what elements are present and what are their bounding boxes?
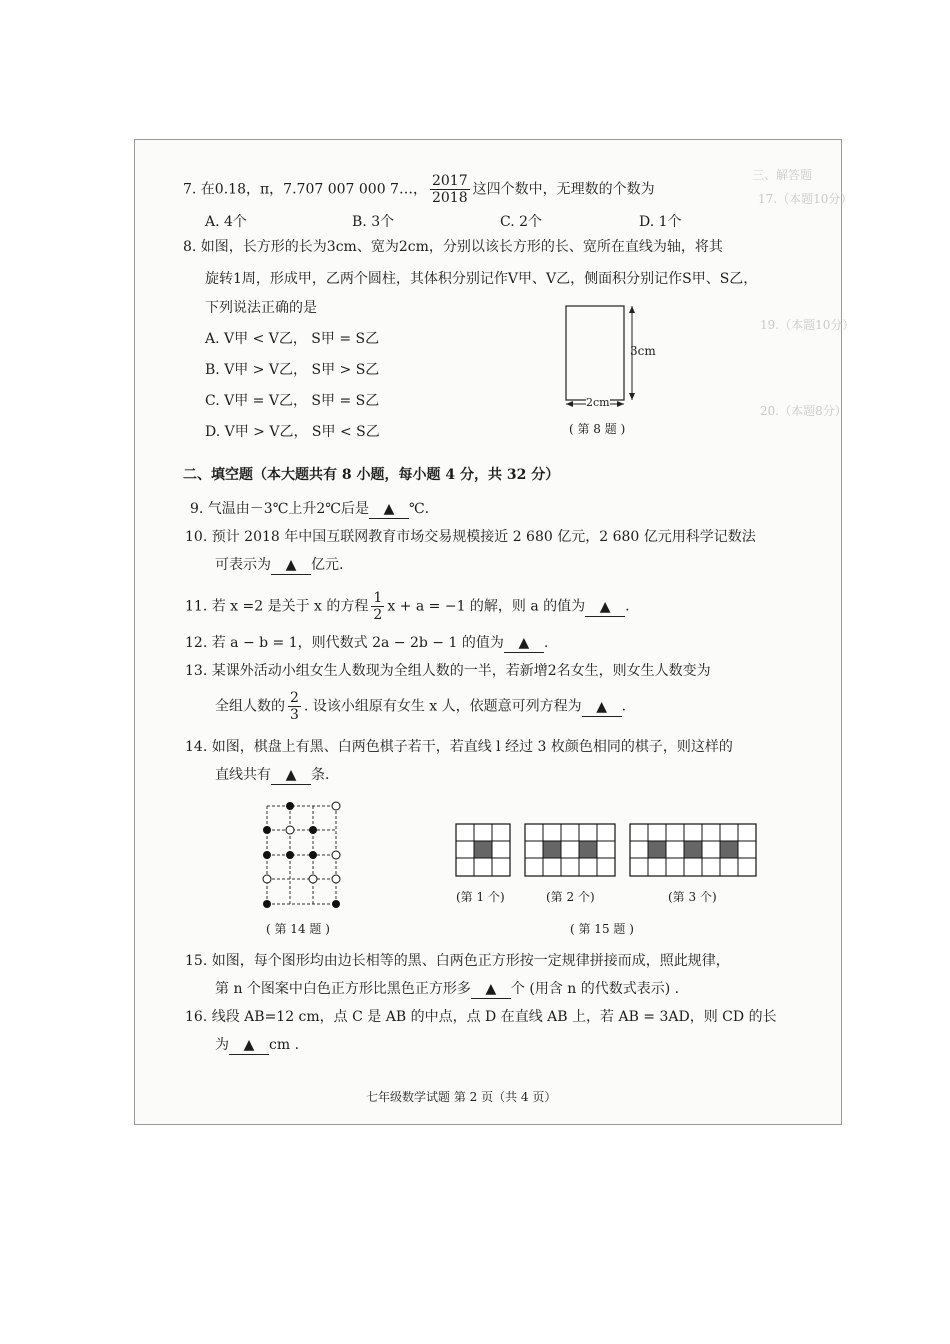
- q8-option-b: B. V甲 > V乙， S甲 > S乙: [205, 362, 380, 378]
- q8-length-label: 3cm: [630, 344, 656, 358]
- bleed-through-text: 17.（本题10分）: [758, 192, 853, 206]
- q15-line-2: 第 n 个图案中白色正方形比黑色正方形多 ▲ 个 (用含 n 的代数式表示) .: [215, 981, 680, 997]
- bleed-through-text: 19.（本题10分）: [760, 318, 855, 332]
- q8-line-3: 下列说法正确的是: [205, 300, 317, 316]
- q15-label-3: (第 3 个): [668, 890, 717, 904]
- rectangle: [566, 306, 624, 400]
- q15-answer-blank[interactable]: ▲: [471, 980, 511, 999]
- black-square: [474, 841, 492, 858]
- q15-label-1: (第 1 个): [456, 890, 505, 904]
- q12: 12. 若 a − b = 1，则代数式 2a − 2b − 1 的值为 ▲ .: [185, 635, 549, 651]
- q13-fraction: $\frac{2}{3}$: [290, 690, 299, 723]
- q15-label-2: (第 2 个): [546, 890, 595, 904]
- q15-patterns: [454, 822, 758, 880]
- q8-option-c: C. V甲 = V乙， S甲 = S乙: [205, 393, 380, 409]
- q16-answer-blank[interactable]: ▲: [229, 1036, 269, 1055]
- q8-option-d: D. V甲 > V乙， S甲 < S乙: [205, 424, 380, 440]
- black-square: [648, 841, 666, 858]
- q15-caption: ( 第 15 题 ): [570, 922, 634, 936]
- q13-line-2: 全组人数的 $\frac{2}{3}$ . 设该小组原有女生 x 人，依题意可列方程为 ▲ .: [215, 690, 627, 723]
- q14-line-2: 直线共有 ▲ 条.: [215, 767, 330, 783]
- q14-line-1: 14. 如图，棋盘上有黑、白两色棋子若干，若直线 l 经过 3 枚颜色相同的棋子，则这样的: [185, 739, 733, 755]
- q15-line-1: 15. 如图，每个图形均由边长相等的黑、白两色正方形按一定规律拼接而成，照此规律，: [185, 953, 730, 969]
- q7-option-c: C. 2个: [500, 214, 543, 230]
- q10-line-2: 可表示为 ▲ 亿元.: [215, 557, 344, 573]
- q11-answer-blank[interactable]: ▲: [585, 598, 625, 617]
- q12-answer-blank[interactable]: ▲: [504, 634, 544, 653]
- black-square: [543, 841, 561, 858]
- black-square: [720, 841, 738, 858]
- q9-answer-blank[interactable]: ▲: [369, 500, 409, 519]
- white-stones: [263, 802, 340, 883]
- pattern-2: [525, 824, 615, 876]
- black-square: [579, 841, 597, 858]
- q16-line-2: 为 ▲ cm .: [215, 1037, 300, 1053]
- q14-caption: ( 第 14 题 ): [266, 922, 330, 936]
- q7-stem: 7. 在0.18，π，7.707 007 000 7…， $\frac{2017}{2018}$ 这四个数中，无理数的个数为: [183, 173, 655, 206]
- board-grid: [267, 806, 336, 904]
- q8-line-1: 8. 如图，长方形的长为3cm、宽为2cm，分别以该长方形的长、宽所在直线为轴，将其: [183, 239, 723, 255]
- q7-option-a: A. 4个: [205, 214, 247, 230]
- black-square: [684, 841, 702, 858]
- q11-fraction: $\frac{1}{2}$: [373, 590, 383, 623]
- q7-option-b: B. 3个: [352, 214, 395, 230]
- q8-line-2: 旋转1周，形成甲，乙两个圆柱，其体积分别记作V甲、V乙，侧面积分别记作S甲、S乙，: [205, 271, 758, 287]
- pattern-1: [456, 824, 510, 876]
- bleed-through-text: 三、解答题: [752, 168, 813, 182]
- section-2-heading: 二、填空题（本大题共有 8 小题，每小题 4 分，共 32 分）: [183, 467, 560, 483]
- q13-line-1: 13. 某课外活动小组女生人数现为全组人数的一半，若新增2名女生，则女生人数变为: [185, 663, 711, 679]
- q14-chessboard: [250, 796, 360, 912]
- q10-answer-blank[interactable]: ▲: [271, 556, 311, 575]
- q7-fraction: $\frac{2017}{2018}$: [431, 173, 468, 206]
- q11: 11. 若 x =2 是关于 x 的方程 $\frac{1}{2}$ x + a = −1 的解，则 a 的值为 ▲ .: [185, 590, 630, 623]
- pattern-3: [630, 824, 756, 876]
- q14-answer-blank[interactable]: ▲: [271, 766, 311, 785]
- q10-line-1: 10. 预计 2018 年中国互联网教育市场交易规模接近 2 680 亿元，2 680 亿元用科学记数法: [185, 529, 756, 545]
- q8-caption: ( 第 8 题 ): [569, 422, 626, 436]
- q8-option-a: A. V甲 < V乙， S甲 = S乙: [205, 331, 380, 347]
- q13-answer-blank[interactable]: ▲: [582, 698, 622, 717]
- q9: 9. 气温由－3℃上升2℃后是 ▲ ℃.: [190, 501, 430, 517]
- bleed-through-text: 20.（本题8分）: [760, 404, 847, 418]
- q16-line-1: 16. 线段 AB=12 cm，点 C 是 AB 的中点，点 D 在直线 AB 上，若 AB = 3AD，则 CD 的长: [185, 1009, 777, 1025]
- q8-width-label: 2cm: [586, 396, 610, 409]
- q7-option-d: D. 1个: [639, 214, 682, 230]
- page-footer: 七年级数学试题 第 2 页（共 4 页）: [366, 1090, 557, 1104]
